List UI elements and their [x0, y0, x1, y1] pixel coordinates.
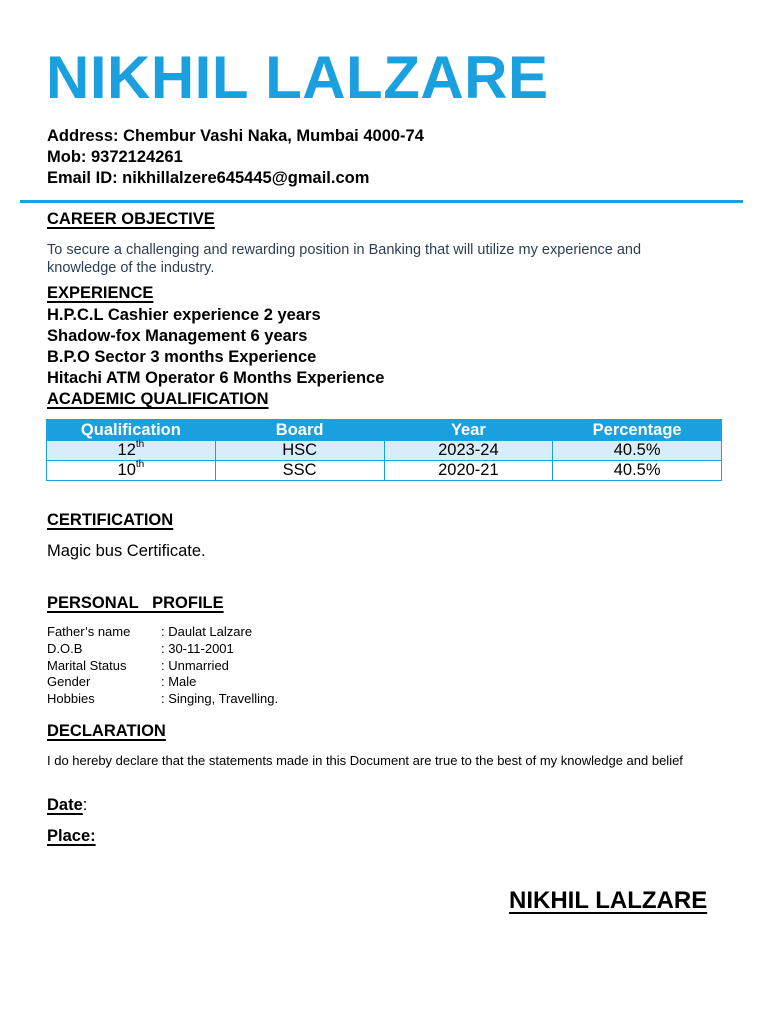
- profile-row: [47, 658, 278, 675]
- place-line: [47, 827, 96, 846]
- career-objective-heading: CAREER OBJECTIVE: [47, 210, 215, 228]
- place-label: Place:: [47, 827, 96, 845]
- date-colon: :: [82, 796, 88, 814]
- year-cell: 2023-24: [384, 441, 553, 461]
- certification-heading: CERTIFICATION: [47, 511, 174, 529]
- profile-row: [47, 674, 278, 691]
- header-divider: [20, 200, 743, 203]
- profile-value: : Daulat Lalzare: [161, 624, 253, 639]
- date-line: [47, 796, 87, 815]
- experience-item: Hitachi ATM Operator 6 Months Experience: [47, 369, 385, 387]
- percentage-cell: 40.5%: [553, 461, 722, 481]
- table-row: [47, 441, 722, 461]
- table-row: [47, 461, 722, 481]
- profile-value: : Male: [161, 674, 197, 690]
- qualification-cell: 12th: [47, 441, 216, 461]
- board-cell: HSC: [215, 441, 384, 461]
- experience-heading: EXPERIENCE: [47, 284, 154, 302]
- year-cell: 2020-21: [384, 461, 553, 481]
- experience-item: B.P.O Sector 3 months Experience: [47, 348, 317, 366]
- profile-value: : Unmarried: [161, 657, 229, 673]
- resume-name: NIKHIL LALZARE: [46, 44, 549, 111]
- profile-label: Marital Status: [47, 657, 127, 673]
- experience-item: Shadow-fox Management 6 years: [47, 327, 308, 345]
- profile-value: : Singing, Travelling.: [161, 691, 279, 707]
- profile-value: : 30-11-2001: [161, 640, 234, 656]
- column-header-year: Year: [384, 420, 553, 441]
- personal-profile-list: [47, 624, 278, 708]
- academic-table: [46, 419, 722, 481]
- email-line: Email ID: nikhillalzere645445@gmail.com: [47, 169, 370, 187]
- career-objective-text: To secure a challenging and rewarding position in Banking that will utilize my experience and knowledge of the industry.: [47, 242, 642, 276]
- experience-item: H.P.C.L Cashier experience 2 years: [47, 306, 321, 324]
- qualification-cell: 10th: [47, 461, 216, 481]
- declaration-heading: DECLARATION: [47, 722, 166, 740]
- profile-label: D.O.B: [47, 640, 83, 656]
- profile-label: Hobbies: [47, 691, 95, 707]
- profile-label: Gender: [47, 674, 91, 690]
- board-cell: SSC: [215, 461, 384, 481]
- signature-name: NIKHIL LALZARE: [509, 887, 708, 914]
- ordinal-suffix: th: [135, 458, 145, 470]
- ordinal-suffix: th: [135, 438, 145, 450]
- column-header-percentage: Percentage: [553, 420, 722, 441]
- date-label: Date: [47, 796, 83, 814]
- column-header-qualification: Qualification: [47, 420, 216, 441]
- profile-label: Father’s name: [47, 624, 131, 639]
- column-header-board: Board: [215, 420, 384, 441]
- profile-row: [47, 641, 278, 658]
- percentage-cell: 40.5%: [553, 441, 722, 461]
- certification-text: Magic bus Certificate.: [47, 542, 206, 560]
- declaration-text: I do hereby declare that the statements made in this Document are true to the best of my knowledge and belief: [47, 753, 683, 768]
- address-line: Address: Chembur Vashi Naka, Mumbai 4000-74: [47, 127, 424, 145]
- mobile-line: Mob: 9372124261: [47, 148, 183, 166]
- table-header-row: [47, 420, 722, 441]
- profile-row: [47, 691, 278, 708]
- experience-list: [47, 305, 384, 389]
- personal-profile-heading: PERSONAL PROFILE: [47, 594, 224, 612]
- profile-row: [47, 624, 278, 641]
- academic-heading: ACADEMIC QUALIFICATION: [47, 390, 269, 408]
- contact-block: [47, 126, 424, 189]
